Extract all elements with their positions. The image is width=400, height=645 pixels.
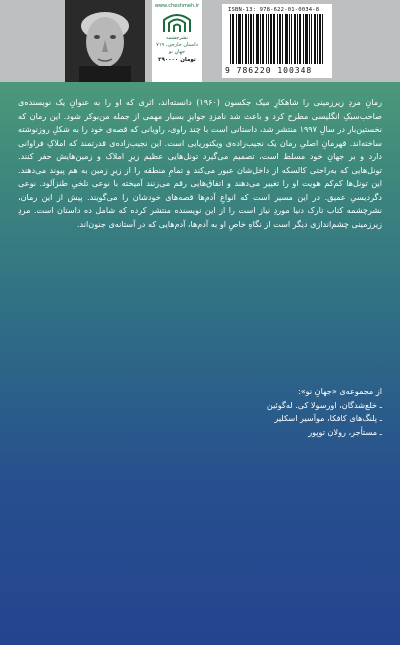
series-item: ـ خلع‌شدگان، اورسولا کی. له‌گوئین bbox=[266, 399, 382, 410]
series-item: ـ پلنگ‌های کافکا، موآسیر اسکلیر bbox=[274, 413, 382, 424]
series-line: داستان‌ خارجی، ۷۱۹ bbox=[156, 42, 198, 48]
barcode-box bbox=[222, 4, 332, 78]
publisher-imprint bbox=[152, 0, 202, 82]
barcode-icon bbox=[230, 14, 324, 66]
publisher-name: نشرچشمه bbox=[166, 35, 188, 41]
isbn-label: ISBN-13: 978-622-01-0034-8 bbox=[228, 7, 320, 13]
back-cover-blurb: رمانِ مردِ زیرزمینی را شاهکارِ میک جکسون (۱۹۶۰) دانسته‌اند، اثری که او را به عنوانِ یک نویسنده‌ی صاحب‌سبکِ انگلیسی مطرح کرد و باعث شد نامزدِ جوایزِ بسیار مهمی از جمله من‌بوکر شود. این رمان که نخستین‌بار در سالِ ۱۹۹۷ منتشر شد، داستانی است با چند راوی، راویانی که قصه‌ی خود را به شکلِ روزنوشته ساخته‌اند. قهرمانِ اصلیِ رمان یک نجیب‌زاده‌ی ویکتوریایی است. این نجیب‌زاده‌ی قدرتمند که املاکِ فراوانی دارد و بر جهانِ خود مسلط است، تصمیم می‌گیرد تونل‌هایی عظیم زیرِ املاک و زمین‌هایش حفر کنند. تونل‌هایی که به‌راحتی کالسکه از داخل‌شان عبور می‌کند و تمامِ منطقه را از زیرِ زمین به هم پیوند می‌دهند. این تونل‌ها کم‌کم هویت او را تغییر می‌دهند و اتفاق‌هایی رقم می‌زنند آمیخته با نوعی تلخیِ طنزآلود. نوعی دگردیسیِ عمیق. در این مسیر است که انواعِ آدم‌ها قصه‌های خودشان را می‌گویند. پیش از این رمان، نشرچشمه کتاب تارک دنیا موردِ نیاز است را از این نویسنده منتشر کرده که شامل ده داستان است. مردِ زیرزمینی چشم‌اندازی دیگر است از نگاهِ خاصِ او به آدم‌ها، آدم‌هایی که در آستانه‌ی جنون‌اند. bbox=[18, 97, 382, 229]
barcode-digits: 9 786220 100348 bbox=[225, 66, 313, 75]
series-item: ـ مستأجر، رولان توپور bbox=[308, 426, 382, 437]
series-heading: از مجموعه‌ی «جهانِ نو»: bbox=[297, 386, 382, 396]
price: ۲۹۰۰۰۰ تومان bbox=[158, 57, 196, 63]
publisher-logo-icon bbox=[162, 12, 192, 34]
series-list bbox=[18, 385, 382, 439]
author-portrait bbox=[65, 0, 145, 82]
series-name: جهانِ نو bbox=[168, 49, 186, 55]
publisher-website: www.cheshmeh.ir bbox=[154, 3, 200, 9]
